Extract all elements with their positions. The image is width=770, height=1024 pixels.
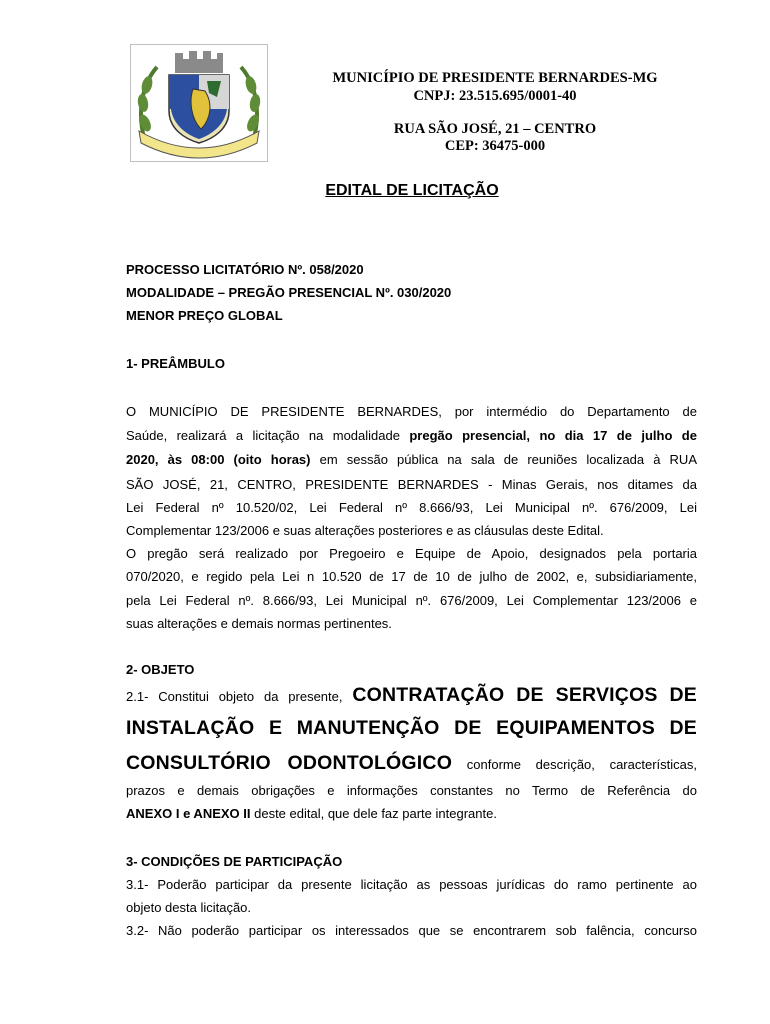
objeto-line: CONSULTÓRIO ODONTOLÓGICO conforme descrição, características, [126, 752, 697, 774]
document-title: EDITAL DE LICITAÇÃO [325, 182, 499, 199]
section-heading-condicoes: 3- CONDIÇÕES DE PARTICIPAÇÃO [126, 854, 343, 869]
section-heading-preambulo: 1- PREÂMBULO [126, 356, 225, 371]
preambulo-line: 2020, às 08:00 (oito horas) em sessão pública na sala de reuniões localizada à RUA [126, 452, 697, 467]
section-heading-objeto: 2- OBJETO [126, 662, 195, 677]
objeto-line: ANEXO I e ANEXO II deste edital, que dele faz parte integrante. [126, 806, 497, 821]
preambulo-line: 070/2020, e regido pela Lei n 10.520 de 17 de 10 de julho de 2002, e, subsidiariamente, [126, 569, 697, 584]
header-cep: CEP: 36475-000 [444, 138, 546, 154]
header-municipality-name: MUNICÍPIO DE PRESIDENTE BERNARDES-MG [332, 70, 658, 86]
preambulo-line: Complementar 123/2006 e suas alterações posteriores e as cláusulas deste Edital. [126, 523, 604, 538]
preambulo-line: O pregão será realizado por Pregoeiro e Equipe de Apoio, designados pela portaria [126, 546, 697, 561]
header-cnpj: CNPJ: 23.515.695/0001-40 [413, 88, 577, 104]
condicoes-line: 3.1- Poderão participar da presente licitação as pessoas jurídicas do ramo pertinente ao [126, 877, 697, 892]
condicoes-line: 3.2- Não poderão participar os interessados que se encontrarem sob falência, concurso [126, 923, 697, 938]
header-address: RUA SÃO JOSÉ, 21 – CENTRO [393, 121, 597, 137]
process-number: PROCESSO LICITATÓRIO Nº. 058/2020 [126, 262, 364, 277]
objeto-line: 2.1- Constitui objeto da presente, CONTRATAÇÃO DE SERVIÇOS DE [126, 684, 697, 706]
preambulo-line: Lei Federal nº 10.520/02, Lei Federal nº 8.666/93, Lei Municipal nº. 676/2009, Lei [126, 500, 697, 515]
objeto-line: INSTALAÇÃO E MANUTENÇÃO DE EQUIPAMENTOS DE [126, 717, 697, 739]
condicoes-line: objeto desta licitação. [126, 900, 252, 915]
preambulo-line: SÃO JOSÉ, 21, CENTRO, PRESIDENTE BERNARDES - Minas Gerais, nos ditames da [126, 477, 697, 492]
preambulo-line: pela Lei Federal nº. 8.666/93, Lei Municipal nº. 676/2009, Lei Complementar 123/2006 e [126, 593, 697, 608]
criterion: MENOR PREÇO GLOBAL [126, 308, 283, 323]
modality: MODALIDADE – PREGÃO PRESENCIAL Nº. 030/2020 [126, 285, 452, 300]
municipal-coat-of-arms-logo [130, 44, 268, 162]
objeto-line: prazos e demais obrigações e informações constantes no Termo de Referência do [126, 783, 697, 798]
preambulo-line: Saúde, realizará a licitação na modalidade pregão presencial, no dia 17 de julho de [126, 428, 697, 443]
preambulo-line: suas alterações e demais normas pertinentes. [126, 616, 392, 631]
preambulo-line: O MUNICÍPIO DE PRESIDENTE BERNARDES, por intermédio do Departamento de [126, 404, 697, 419]
